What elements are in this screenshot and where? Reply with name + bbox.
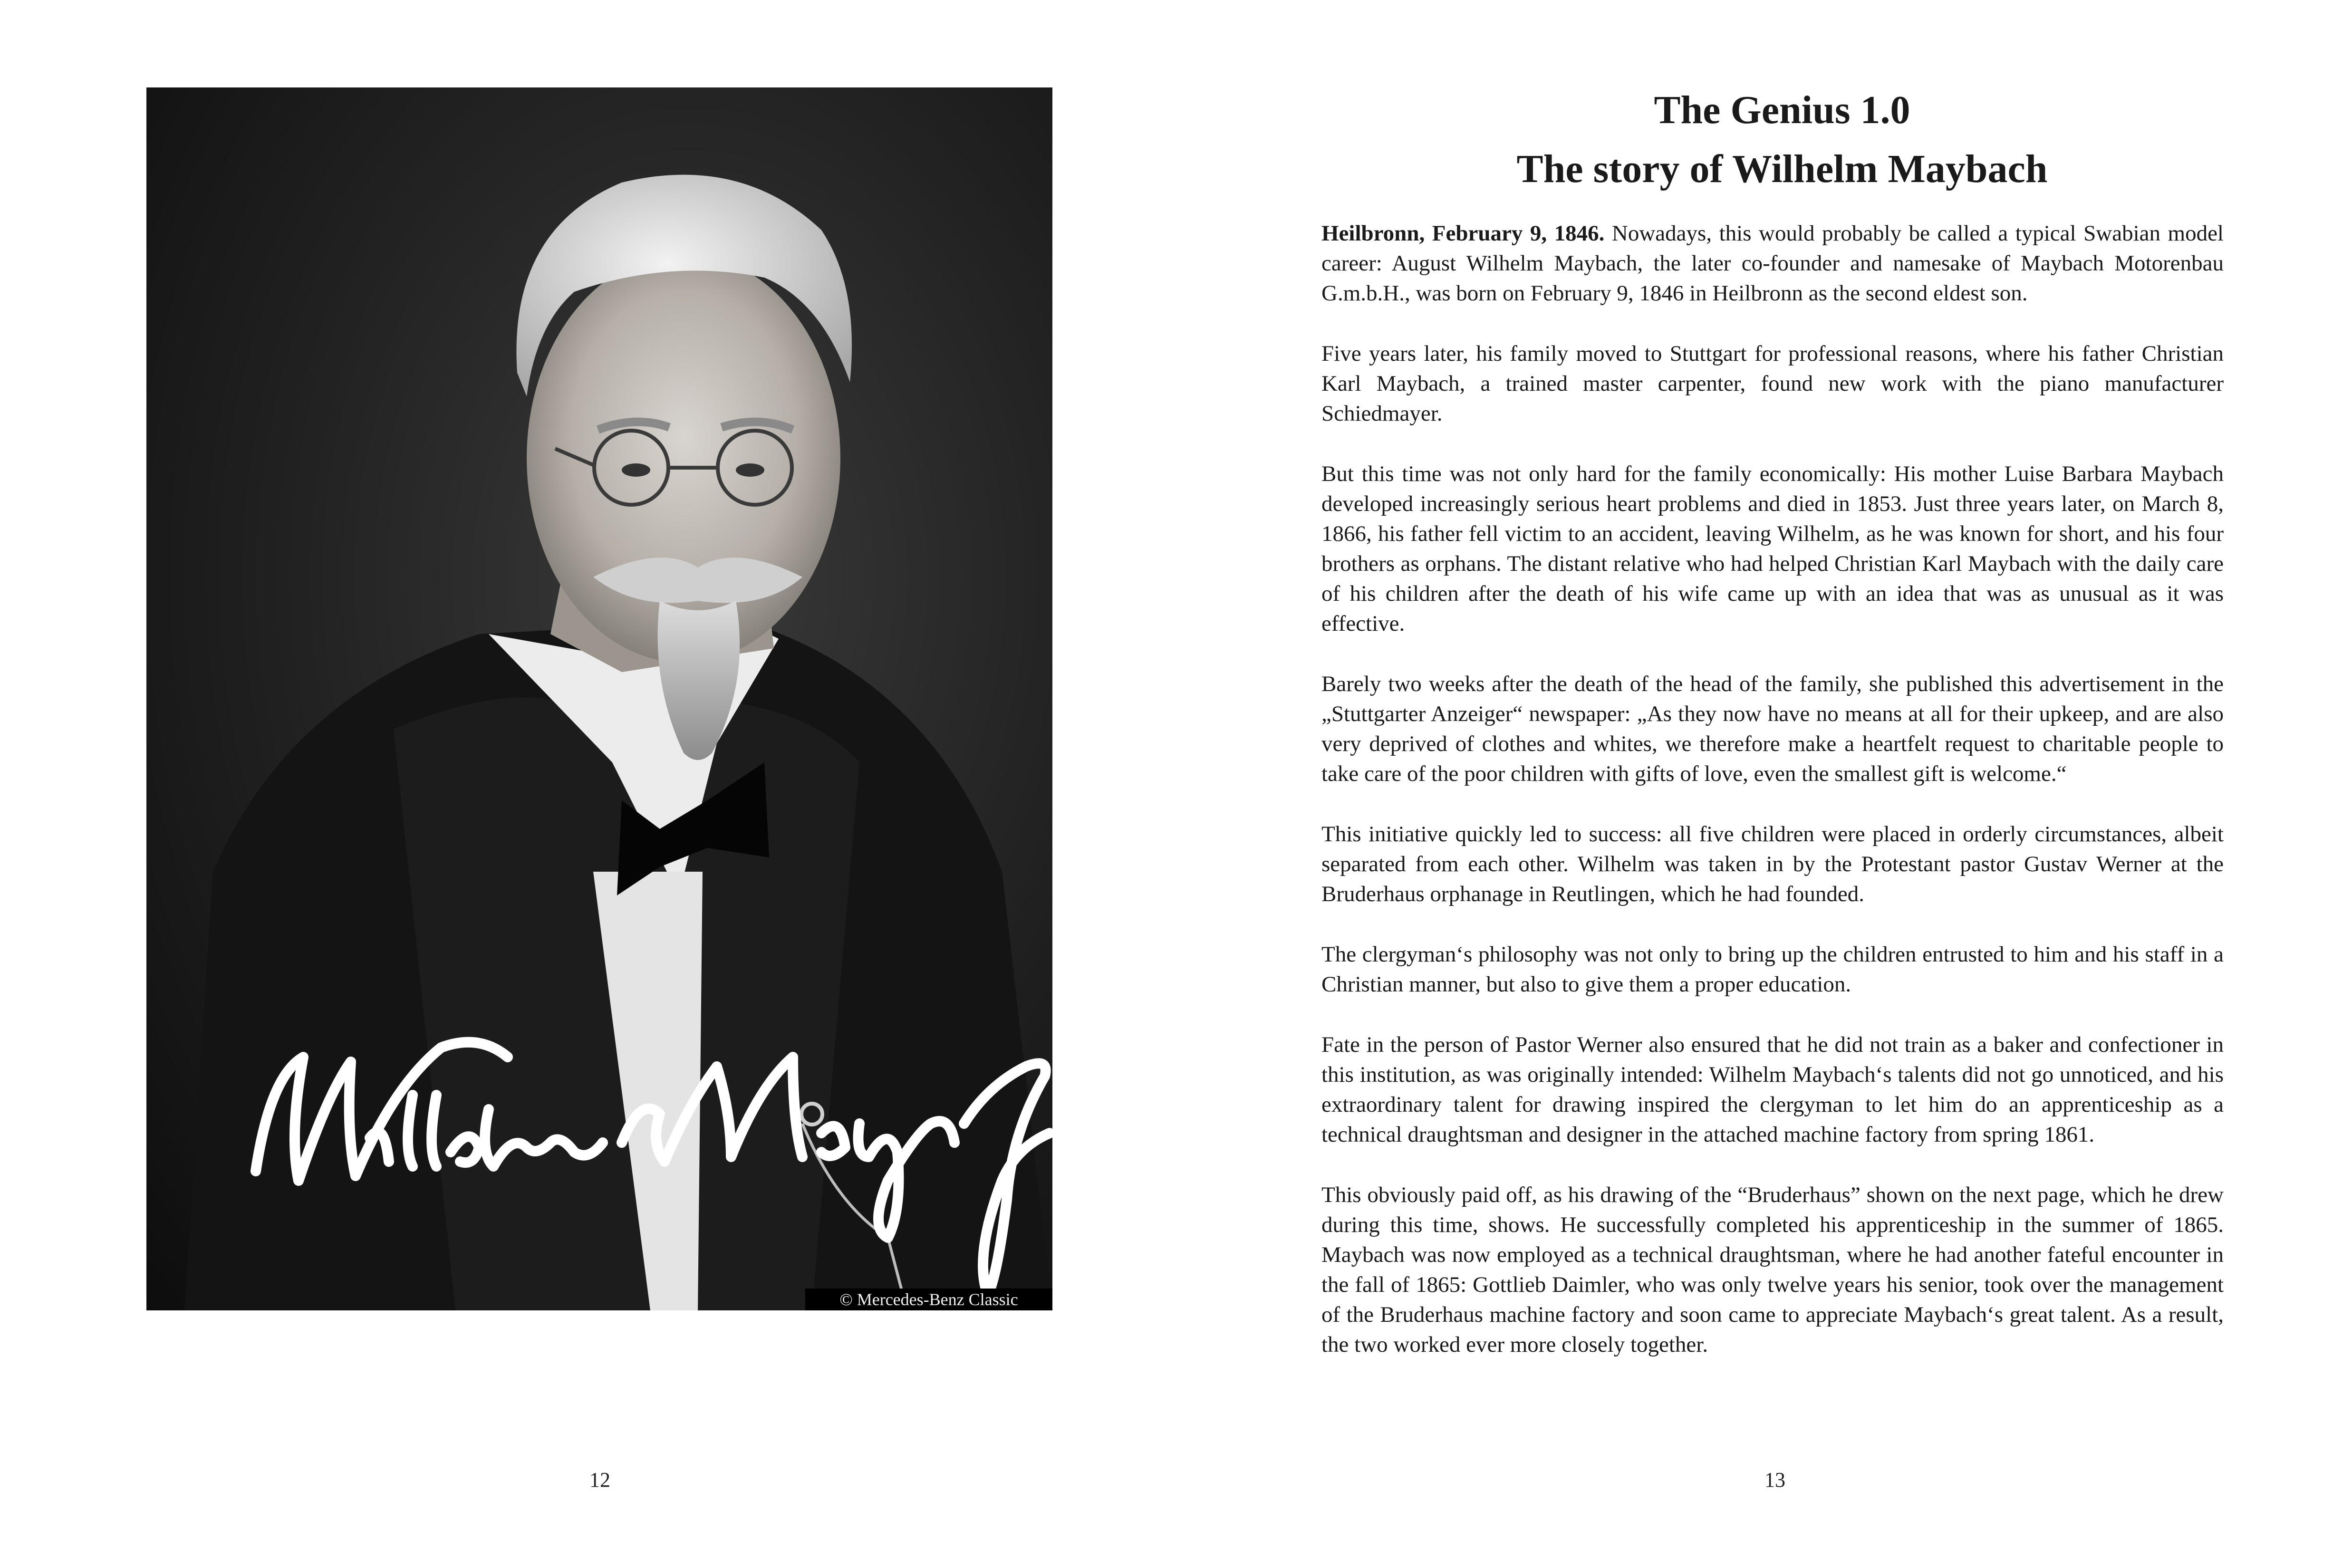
paragraph-1: [1321, 219, 2224, 308]
paragraph-2: Five years later, his family moved to Stuttgart for professional reasons, where his father Christian Karl Maybach, a trained master carpenter, found new work with the piano manufacturer Schiedmayer.: [1321, 341, 2224, 426]
title-line-2: The story of Wilhelm Maybach: [1516, 147, 2048, 191]
right-page: [1176, 0, 2352, 1568]
paragraph-6: The clergyman‘s philosophy was not only to bring up the children entrusted to him and his staff in a Christian manner, but also to give them a proper education.: [1321, 942, 2224, 997]
signature-image: [146, 87, 1052, 1310]
page-number-left: 12: [589, 1468, 610, 1491]
photo-credit: © Mercedes-Benz Classic: [805, 1289, 1052, 1310]
paragraph-8: This obviously paid off, as his drawing of the “Bruderhaus” shown on the next page, which he drew during this time, shows. He successfully completed his apprenticeship in the summer of 1865. Maybach was now employed as a technical draughtsman, where he had another fateful encounter in the fall of 1865: Gottlieb Daimler, who was only twelve years his senior, took over the management of the Bruderhaus machine factory and soon came to appreciate Maybach‘s great talent. As a result, the two worked ever more closely together.: [1321, 1183, 2224, 1357]
paragraph-3: But this time was not only hard for the family economically: His mother Luise Barbara Maybach developed increasingly serious heart problems and died in 1853. Just three years later, on March 8, 1866, his father fell victim to an accident, leaving Wilhelm, as he was known for short, and his four brothers as orphans. The distant relative who had helped Christian Karl Maybach with the daily care of his children after the death of his wife came up with an idea that was as unusual as it was effective.: [1321, 462, 2224, 636]
paragraph-5: This initiative quickly led to success: all five children were placed in orderly circumstances, albeit separated from each other. Wilhelm was taken in by the Protestant pastor Gustav Werner at the Bruderhaus orphanage in Reutlingen, which he had founded.: [1321, 822, 2224, 906]
page-title: [1319, 81, 2246, 199]
portrait-photo: [146, 87, 1052, 1310]
paragraph-7: Fate in the person of Pastor Werner also ensured that he did not train as a baker and confectioner in this institution, as was originally intended: Wilhelm Maybach‘s talents did not go unnoticed, and his extraordinary talent for drawing inspired the clergyman to let him do an apprenticeship as a technical draughtsman and designer in the attached machine factory from spring 1861.: [1321, 1032, 2224, 1147]
title-line-1: The Genius 1.0: [1654, 88, 1910, 132]
page-number-right: 13: [1764, 1468, 1785, 1491]
paragraph-4: Barely two weeks after the death of the head of the family, she published this advertisement in the „Stuttgarter Anzeiger“ newspaper: „As they now have no means at all for their upkeep, and are also very deprived of clothes and whites, we therefore make a heartfelt request to charitable people to take care of the poor children with gifts of love, even the smallest gift is welcome.“: [1321, 672, 2224, 786]
lead-dateline: Heilbronn, February 9, 1846.: [1321, 221, 1605, 246]
article-body: [1321, 219, 2224, 1390]
paragraph-1-text: Nowadays, this would probably be called a typical Swabian model career: August Wilhelm Maybach, the later co-founder and namesake of Maybach Motorenbau G.m.b.H., was born on February 9, 1846 in Heilbronn as the second eldest son.: [1321, 221, 2224, 306]
